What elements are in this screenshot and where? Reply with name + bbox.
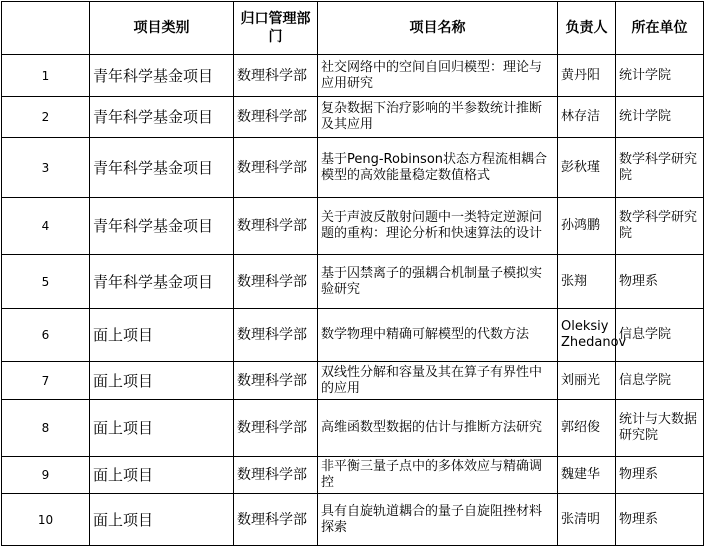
project-leader: 孙鸿鹏 [558, 198, 616, 255]
header-title: 项目名称 [318, 2, 558, 55]
row-number: 9 [2, 457, 90, 494]
project-leader: 魏建华 [558, 457, 616, 494]
projects-table [1, 1, 704, 546]
header-row [2, 2, 704, 55]
row-number: 2 [2, 97, 90, 138]
table-row [2, 494, 704, 546]
project-unit: 数学科学研究院 [616, 138, 704, 198]
project-unit: 统计与大数据研究院 [616, 400, 704, 457]
header-leader: 负责人 [558, 2, 616, 55]
header-index [2, 2, 90, 55]
project-title: 基于Peng-Robinson状态方程流相耦合模型的高效能量稳定数值格式 [318, 138, 558, 198]
table-row [2, 198, 704, 255]
project-category: 青年科学基金项目 [90, 198, 234, 255]
row-number: 7 [2, 362, 90, 400]
header-category: 项目类别 [90, 2, 234, 55]
project-unit: 物理系 [616, 494, 704, 546]
project-title: 非平衡三量子点中的多体效应与精确调控 [318, 457, 558, 494]
project-unit: 统计学院 [616, 55, 704, 97]
project-leader: 刘丽光 [558, 362, 616, 400]
row-number: 1 [2, 55, 90, 97]
project-category: 青年科学基金项目 [90, 255, 234, 309]
table-row [2, 138, 704, 198]
table-row [2, 255, 704, 309]
project-category: 面上项目 [90, 400, 234, 457]
project-category: 面上项目 [90, 457, 234, 494]
project-leader: 张翔 [558, 255, 616, 309]
project-title: 复杂数据下治疗影响的半参数统计推断及其应用 [318, 97, 558, 138]
project-dept: 数理科学部 [234, 138, 318, 198]
row-number: 3 [2, 138, 90, 198]
project-category: 面上项目 [90, 309, 234, 362]
project-leader: 彭秋瑾 [558, 138, 616, 198]
header-dept: 归口管理部门 [234, 2, 318, 55]
project-leader: 张清明 [558, 494, 616, 546]
row-number: 5 [2, 255, 90, 309]
project-category: 青年科学基金项目 [90, 55, 234, 97]
row-number: 4 [2, 198, 90, 255]
project-unit: 数学科学研究院 [616, 198, 704, 255]
project-dept: 数理科学部 [234, 362, 318, 400]
project-category: 面上项目 [90, 362, 234, 400]
project-leader: 黄丹阳 [558, 55, 616, 97]
project-category: 面上项目 [90, 494, 234, 546]
project-title: 双线性分解和容量及其在算子有界性中的应用 [318, 362, 558, 400]
table-row [2, 97, 704, 138]
table-row [2, 400, 704, 457]
project-unit: 信息学院 [616, 309, 704, 362]
project-unit: 物理系 [616, 457, 704, 494]
project-leader: Oleksiy Zhedanov [558, 309, 616, 362]
project-dept: 数理科学部 [234, 55, 318, 97]
project-dept: 数理科学部 [234, 255, 318, 309]
project-title: 具有自旋轨道耦合的量子自旋阻挫材料探索 [318, 494, 558, 546]
project-dept: 数理科学部 [234, 400, 318, 457]
table-row [2, 309, 704, 362]
project-dept: 数理科学部 [234, 309, 318, 362]
table-row [2, 55, 704, 97]
project-leader: 林存洁 [558, 97, 616, 138]
row-number: 10 [2, 494, 90, 546]
project-unit: 物理系 [616, 255, 704, 309]
project-title: 社交网络中的空间自回归模型：理论与应用研究 [318, 55, 558, 97]
table-row [2, 362, 704, 400]
project-unit: 信息学院 [616, 362, 704, 400]
project-title: 关于声波反散射问题中一类特定逆源问题的重构：理论分析和快速算法的设计 [318, 198, 558, 255]
table-row [2, 457, 704, 494]
project-leader: 郭绍俊 [558, 400, 616, 457]
project-category: 青年科学基金项目 [90, 138, 234, 198]
project-dept: 数理科学部 [234, 198, 318, 255]
row-number: 6 [2, 309, 90, 362]
project-title: 高维函数型数据的估计与推断方法研究 [318, 400, 558, 457]
project-dept: 数理科学部 [234, 457, 318, 494]
project-unit: 统计学院 [616, 97, 704, 138]
row-number: 8 [2, 400, 90, 457]
header-unit: 所在单位 [616, 2, 704, 55]
project-dept: 数理科学部 [234, 97, 318, 138]
project-category: 青年科学基金项目 [90, 97, 234, 138]
project-title: 数学物理中精确可解模型的代数方法 [318, 309, 558, 362]
project-title: 基于囚禁离子的强耦合机制量子模拟实验研究 [318, 255, 558, 309]
project-dept: 数理科学部 [234, 494, 318, 546]
